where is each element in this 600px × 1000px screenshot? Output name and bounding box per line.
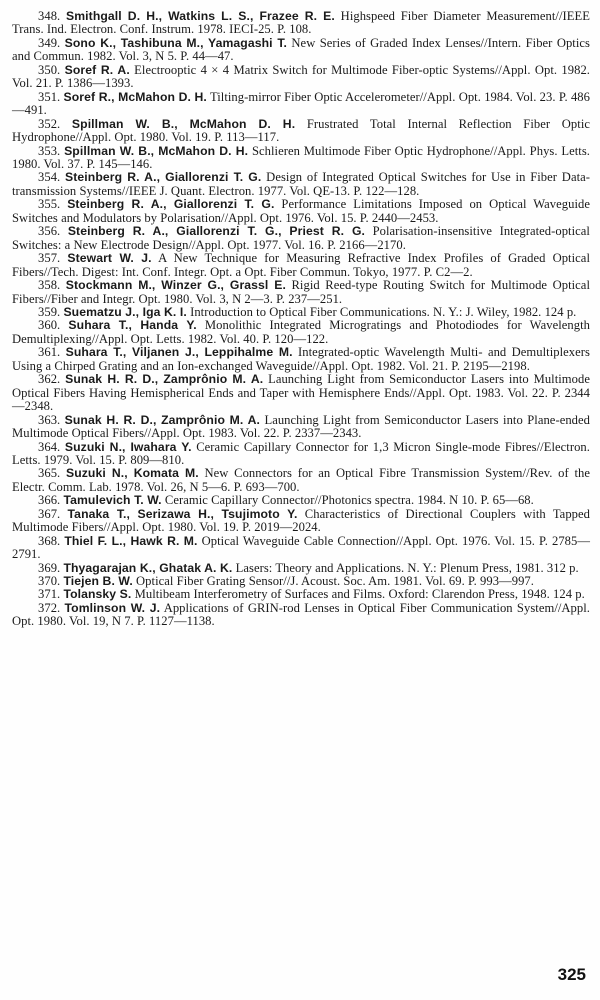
reference-number: 359. [38,304,61,319]
reference-authors: Sunak H. R. D., Zamprônio M. A. [65,372,264,387]
reference-authors: Stockmann M., Winzer G., Grassl E. [65,278,286,293]
reference-number: 360. [38,318,61,333]
reference-text: Highspeed Fiber Diameter Measurement//IEEE Trans. Ind. Electron. Conf. Instrum. 1978. IECI-25. P. 108. [12,9,590,37]
reference-number: 363. [38,412,61,427]
reference-text: Electrooptic 4 × 4 Matrix Switch for Multimode Fiber-optic Systems//Appl. Opt. 1982. Vol. 21. P. 1386—1393. [12,62,591,91]
reference-number: 364. [38,439,61,454]
reference-text: Characteristics of Directional Couplers with Tapped Multimode Fibers//Appl. Opt. 1980. Vol. 19. P. 2019—2024. [12,506,591,535]
reference-number: 371. [38,587,61,602]
reference-number: 353. [38,143,61,158]
reference-authors: Tamulevich T. W. [63,493,162,508]
reference-authors: Sono K., Tashibuna M., Yamagashi T. [64,35,287,50]
reference-number: 348. [38,9,61,23]
reference-text: Ceramic Capillary Connector for 1,3 Micron Single-mode Fibres//Electron. Letts. 1979. Vol. 15. P. 809—810. [12,439,590,467]
reference-authors: Tiejen B. W. [63,574,133,589]
reference-entry [12,198,590,225]
reference-entry [12,494,590,507]
reference-entry [12,373,590,413]
reference-entry [12,508,590,535]
reference-number: 351. [38,89,61,104]
reference-entry [12,346,590,373]
reference-text: Schlieren Multimode Fiber Optic Hydrophone//Appl. Phys. Letts. 1980. Vol. 37. P. 145—146. [12,143,591,171]
reference-authors: Spillman W. B., McMahon D. H. [71,116,296,131]
reference-number: 350. [38,62,61,77]
reference-authors: Steinberg R. A., Giallorenzi T. G. [65,170,262,185]
reference-authors: Suzuki N., Iwahara Y. [64,439,192,454]
reference-number: 354. [38,170,61,185]
reference-text: Design of Integrated Optical Switches for Use in Fiber Data-transmission Systems//IEEE J. Quant. Electron. 1977. Vol. QE-13. P. 122—128. [12,170,591,198]
reference-number: 357. [38,251,61,266]
reference-authors: Suhara T., Handa Y. [68,318,197,333]
reference-text: Launching Light from Semiconductor Lasers into Multimode Optical Fibers Having Hemispherical Ends and Taper with Hemisphere Ends//Appl. Opt. 1983. Vol. 22. P. 2344—2348. [12,372,590,414]
reference-text: Performance Limitations Imposed on Optical Waveguide Switches and Modulators by Polarisation//Appl. Opt. 1976. Vol. 15. P. 2440—2453. [12,197,591,225]
reference-authors: Thyagarajan K., Ghatak A. K. [63,560,233,575]
reference-authors: Soref R., McMahon D. H. [63,89,207,104]
reference-number: 349. [38,35,61,50]
reference-text: Monolithic Integrated Microgratings and Photodiodes for Wavelength Demultiplexing//Appl. Opt. Letts. 1982. Vol. 40. P. 120—122. [12,318,591,346]
reference-authors: Suematzu J., Iga K. I. [63,304,187,319]
reference-entry [12,562,590,575]
reference-list [12,10,590,629]
reference-authors: Suzuki N., Komata M. [65,466,199,481]
reference-text: New Series of Graded Index Lenses//Intern. Fiber Optics and Commun. 1982. Vol. 3, N 5. P. 44—47. [12,35,590,64]
reference-authors: Tomlinson W. J. [64,600,161,615]
reference-authors: Tolansky S. [63,587,132,602]
reference-number: 356. [38,224,61,239]
reference-entry [12,441,590,468]
reference-entry [12,91,590,118]
reference-number: 367. [38,506,61,521]
reference-entry [12,279,590,306]
reference-text: Multibeam Interferometry of Surfaces and Films. Oxford: Clarendon Press, 1948. 124 p. [134,587,585,602]
reference-text: Optical Fiber Grating Sensor//J. Acoust. Soc. Am. 1981. Vol. 69. P. 993—997. [136,574,534,589]
reference-number: 362. [38,372,61,387]
reference-number: 372. [38,600,61,615]
page-number: 325 [557,965,586,984]
reference-number: 355. [38,197,61,212]
reference-text: Introduction to Optical Fiber Communications. N. Y.: J. Wiley, 1982. 124 p. [190,304,577,319]
reference-entry [12,225,590,252]
reference-text: Rigid Reed-type Routing Switch for Multimode Optical Fibers//Fiber and Integr. Opt. 1980. Vol. 3, N 2—3. P. 237—251. [12,278,591,306]
reference-entry [12,118,590,145]
reference-entry [12,252,590,279]
reference-number: 366. [38,493,61,508]
reference-authors: Soref R. A. [64,62,130,77]
reference-number: 361. [38,345,61,360]
reference-number: 369. [38,560,61,575]
reference-entry [12,414,590,441]
reference-entry [12,535,590,562]
reference-number: 365. [38,466,61,481]
reference-text: Ceramic Capillary Connector//Photonics spectra. 1984. N 10. P. 65—68. [164,493,534,508]
reference-number: 368. [38,533,61,548]
reference-entry [12,588,590,601]
reference-text: Integrated-optic Wavelength Multi- and Demultiplexers Using a Chirped Grating and an Ion-exchanged Waveguide//Appl. Opt. 1982. Vol. 21. P. 2195—2198. [12,345,590,373]
reference-authors: Tanaka T., Serizawa H., Tsujimoto Y. [67,506,298,521]
reference-entry [12,145,590,172]
reference-text: Lasers: Theory and Applications. N. Y.: Plenum Press, 1981. 312 p. [235,560,579,575]
reference-entry [12,602,590,629]
reference-authors: Sunak H. R. D., Zamprônio M. A. [64,412,261,427]
reference-text: New Connectors for an Optical Fibre Transmission System//Rev. of the Electr. Comm. Lab. 1978. Vol. 26, N 5—6. P. 693—700. [12,466,590,494]
reference-authors: Stewart W. J. [67,251,152,266]
reference-number: 352. [38,116,61,131]
reference-text: Tilting-mirror Fiber Optic Accelerometer//Appl. Opt. 1984. Vol. 23. P. 486—491. [12,89,590,118]
reference-authors: Spillman W. B., McMahon D. H. [64,143,249,158]
reference-text: Optical Waveguide Cable Connection//Appl. Opt. 1976. Vol. 15. P. 2785—2791. [12,533,590,562]
reference-entry [12,64,590,91]
reference-entry [12,306,590,319]
reference-authors: Steinberg R. A., Giallorenzi T. G. [67,197,275,212]
reference-number: 370. [38,574,61,589]
reference-entry [12,467,590,494]
reference-entry [12,319,590,346]
reference-authors: Thiel F. L., Hawk R. M. [64,533,198,548]
reference-entry [12,10,590,37]
reference-entry [12,37,590,64]
reference-entry [12,575,590,588]
reference-text: Applications of GRIN-rod Lenses in Optical Fiber Communication System//Appl. Opt. 1980. Vol. 19, N 7. P. 1127—1138. [12,600,590,629]
reference-entry [12,171,590,198]
reference-number: 358. [38,278,61,293]
reference-authors: Smithgall D. H., Watkins L. S., Frazee R. E. [66,9,335,23]
reference-authors: Steinberg R. A., Giallorenzi T. G., Priest R. G. [67,224,366,239]
reference-text: Frustrated Total Internal Reflection Fiber Optic Hydrophone//Appl. Opt. 1980. Vol. 19. P. 113—117. [12,116,591,145]
reference-authors: Suhara T., Viljanen J., Leppihalme M. [65,345,293,360]
reference-text: A New Technique for Measuring Refractive Index Profiles of Graded Optical Fibers//Tech. Digest: Int. Conf. Integr. Opt. a Opt. Fiber Commun. Tokyo, 1977. P. C2—2. [12,251,590,279]
reference-text: Polarisation-insensitive Integrated-optical Switches: a New Electrode Design//Appl. Opt. 1977. Vol. 16. P. 2166—2170. [12,224,590,252]
reference-text: Launching Light from Semiconductor Lasers into Plane-ended Multimode Optical Fibers//Appl. Opt. 1983. Vol. 22. P. 2337—2343. [12,412,591,441]
